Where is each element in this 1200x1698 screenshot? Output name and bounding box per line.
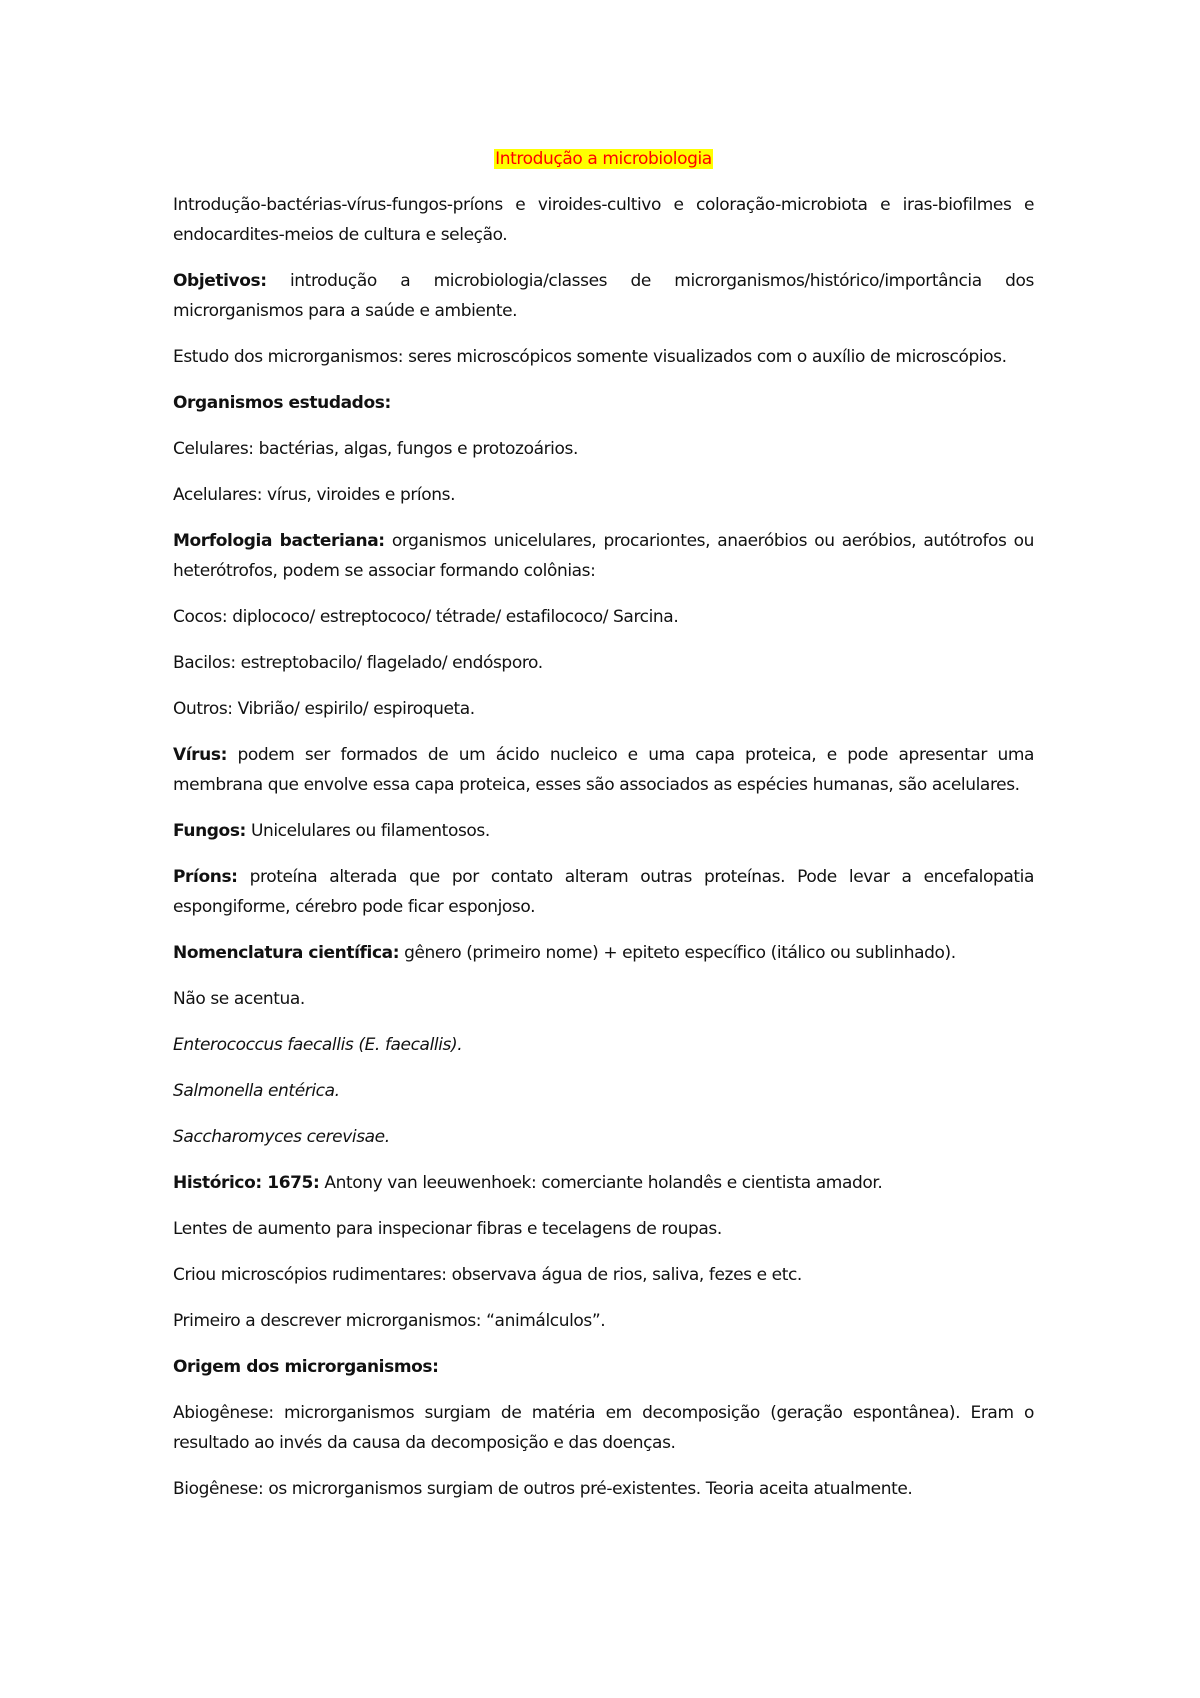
history-paragraph: [173, 1168, 1034, 1198]
title-line: [173, 144, 1034, 174]
nomenclature-text: gênero (primeiro nome) + epiteto específico (itálico ou sublinhado).: [399, 943, 956, 963]
prions-label: Príons:: [173, 867, 238, 887]
others-paragraph: Outros: Vibrião/ espirilo/ espiroqueta.: [173, 699, 475, 719]
objectives-paragraph: [173, 266, 1034, 326]
biogenesis-paragraph: Biogênese: os microrganismos surgiam de outros pré-existentes. Teoria aceita atualmente.: [173, 1479, 913, 1499]
example-enterococcus: Enterococcus faecallis (E. faecallis).: [173, 1035, 463, 1055]
history-year: 1675:: [261, 1173, 320, 1193]
fungi-text: Unicelulares ou filamentosos.: [245, 821, 490, 841]
bacilli-paragraph: Bacilos: estreptobacilo/ flagelado/ endósporo.: [173, 653, 543, 673]
document-title: Introdução a microbiologia: [495, 149, 712, 169]
first-description-paragraph: Primeiro a descrever microrganismos: “animálculos”.: [173, 1311, 606, 1331]
cellular-paragraph: Celulares: bactérias, algas, fungos e protozoários.: [173, 439, 578, 459]
morphology-label: Morfologia bacteriana:: [173, 531, 385, 551]
history-label: Histórico:: [173, 1173, 262, 1193]
origin-heading: Origem dos microrganismos:: [173, 1357, 439, 1377]
fungi-label: Fungos:: [173, 821, 246, 841]
microscopes-paragraph: Criou microscópios rudimentares: observava água de rios, saliva, fezes e etc.: [173, 1265, 802, 1285]
virus-label: Vírus:: [173, 745, 227, 765]
fungi-paragraph: [173, 816, 1034, 846]
acellular-paragraph: Acelulares: vírus, viroides e príons.: [173, 485, 456, 505]
abiogenesis-paragraph: Abiogênese: microrganismos surgiam de matéria em decomposição (geração espontânea). Eram o resultado ao invés da causa da decomposição e das doenças.: [173, 1403, 1034, 1453]
topics-paragraph: Introdução-bactérias-vírus-fungos-príons e viroides-cultivo e coloração-microbiota e iras-biofilmes e endocardites-meios de cultura e seleção.: [173, 195, 1034, 245]
morphology-paragraph: [173, 526, 1034, 586]
history-text: Antony van leeuwenhoek: comerciante holandês e cientista amador.: [319, 1173, 883, 1193]
lenses-paragraph: Lentes de aumento para inspecionar fibras e tecelagens de roupas.: [173, 1219, 722, 1239]
objectives-text: introdução a microbiologia/classes de microrganismos/histórico/importância dos microrganismos para a saúde e ambiente.: [173, 271, 1034, 321]
morphology-text: organismos unicelulares, procariontes, anaeróbios ou aeróbios, autótrofos ou heterótrofos, podem se associar formando colônias:: [173, 531, 1035, 581]
cocci-paragraph: Cocos: diplococo/ estreptococo/ tétrade/ estafilococo/ Sarcina.: [173, 607, 679, 627]
virus-text: podem ser formados de um ácido nucleico e uma capa proteica, e pode apresentar uma membrana que envolve essa capa proteica, esses são associados as espécies humanas, são acelulares.: [173, 745, 1034, 795]
example-saccharomyces: Saccharomyces cerevisae.: [173, 1127, 390, 1147]
study-paragraph: Estudo dos microrganismos: seres microscópicos somente visualizados com o auxílio de microscópios.: [173, 347, 1007, 367]
prions-paragraph: [173, 862, 1034, 922]
nomenclature-label: Nomenclatura científica:: [173, 943, 400, 963]
example-salmonella: Salmonella entérica.: [173, 1081, 340, 1101]
document-body: [173, 144, 1034, 1504]
no-accent-paragraph: Não se acentua.: [173, 989, 305, 1009]
virus-paragraph: [173, 740, 1034, 800]
organisms-heading: Organismos estudados:: [173, 393, 391, 413]
prions-text: proteína alterada que por contato alteram outras proteínas. Pode levar a encefalopatia espongiforme, cérebro pode ficar esponjoso.: [173, 867, 1034, 917]
objectives-label: Objetivos:: [173, 271, 267, 291]
nomenclature-paragraph: [173, 938, 1034, 968]
